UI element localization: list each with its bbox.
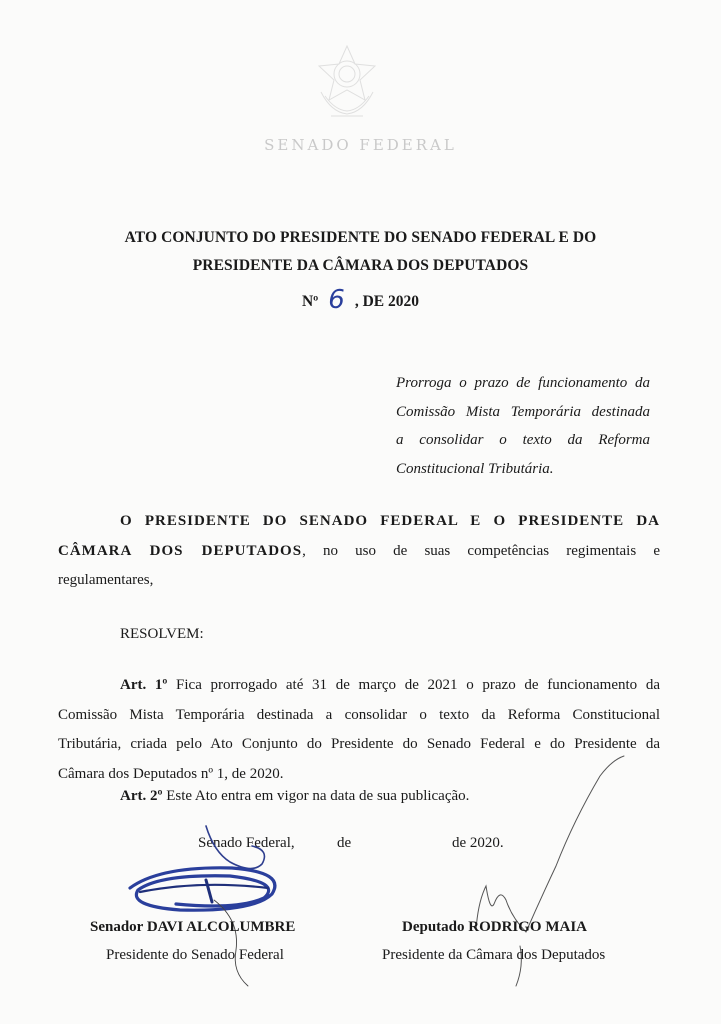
preamble-line2-rest: , no uso de suas competências regimentais e — [302, 542, 661, 559]
art1-line2: Comissão Mista Temporária destinada a consolidar o texto da Reforma Constitucional — [58, 706, 660, 723]
art1-text: Fica prorrogado até 31 de março de 2021 o prazo de funcionamento da — [167, 677, 661, 693]
preamble-line2 — [58, 537, 660, 567]
number-suffix: , DE 2020 — [354, 293, 420, 310]
document-title-line2: PRESIDENTE DA CÂMARA DOS DEPUTADOS — [192, 257, 529, 274]
document-title-line1: ATO CONJUNTO DO PRESIDENTE DO SENADO FEDERAL E DO — [124, 229, 597, 246]
article-2 — [58, 782, 660, 812]
date-place: Senado Federal, — [198, 835, 295, 851]
number-prefix: Nº — [301, 293, 319, 310]
preamble-line1: O PRESIDENTE DO SENADO FEDERAL E O PRESIDENTE DA — [120, 513, 660, 529]
art2-text: Este Ato entra em vigor na data de sua publicação. — [162, 788, 470, 804]
date-de: de — [337, 835, 352, 851]
art1-line4: Câmara dos Deputados nº 1, de 2020. — [58, 765, 284, 782]
signatory-2-role: Presidente da Câmara dos Deputados — [382, 947, 606, 963]
act-number — [0, 283, 721, 313]
handwritten-number: 6 — [328, 285, 345, 315]
preamble-authority: CÂMARA DOS DEPUTADOS — [58, 542, 303, 559]
ementa — [396, 369, 650, 483]
ementa-line: a consolidar o texto da Reforma — [396, 432, 650, 448]
ementa-line: Comissão Mista Temporária destinada — [396, 403, 650, 420]
signatory-1-name: Senador DAVI ALCOLUMBRE — [90, 919, 296, 935]
art1-label: Art. 1º — [120, 677, 168, 693]
preamble-line3: regulamentares, — [58, 572, 154, 588]
art2-label: Art. 2º — [120, 788, 163, 804]
signatory-2-name: Deputado RODRIGO MAIA — [402, 919, 588, 935]
ementa-line: Prorroga o prazo de funcionamento da — [396, 375, 650, 391]
brasil-coat-of-arms-icon — [311, 42, 383, 120]
ementa-line: Constitucional Tributária. — [396, 460, 554, 477]
art1-line3: Tributária, criada pelo Ato Conjunto do Presidente do Senado Federal e do Presidente da — [58, 736, 660, 752]
article-1 — [58, 671, 660, 789]
letterhead-text: SENADO FEDERAL — [264, 136, 457, 154]
date-year: de 2020. — [452, 835, 504, 851]
resolvem: RESOLVEM: — [120, 626, 204, 642]
preamble — [58, 507, 660, 596]
art1-line1 — [58, 671, 660, 701]
signatory-1-role: Presidente do Senado Federal — [106, 947, 284, 963]
art2-line — [58, 782, 660, 812]
